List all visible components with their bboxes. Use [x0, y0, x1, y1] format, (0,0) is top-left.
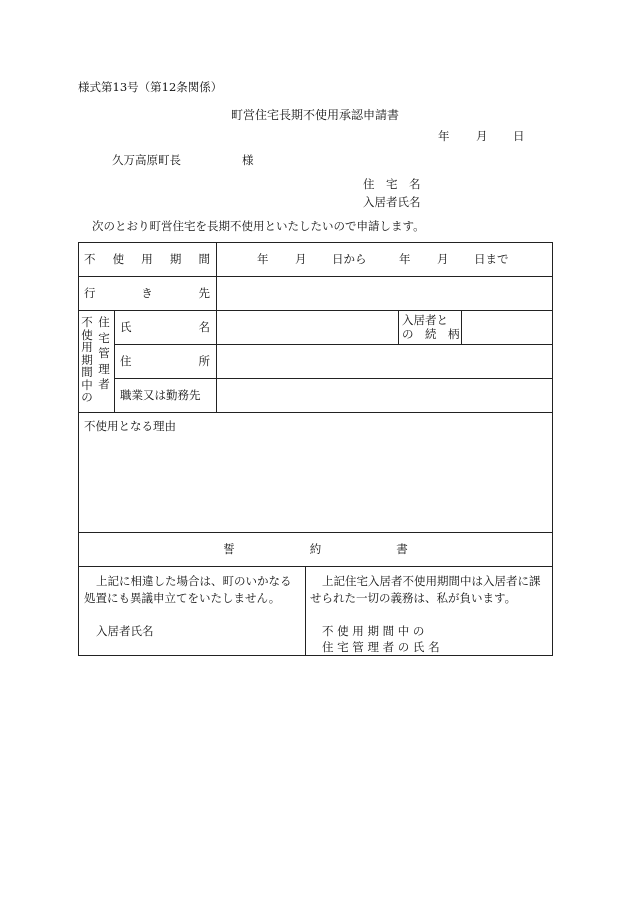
period-label: 不 使 用 期 間	[84, 251, 210, 266]
occupation-field[interactable]	[217, 379, 552, 412]
table-border-bottom	[78, 655, 553, 656]
destination-label: 行 き 先	[84, 285, 210, 300]
pledge-right-line2: せられた一切の義務は、私が負います。	[310, 591, 517, 605]
row-rule	[78, 412, 553, 413]
resident-name-label: 入居者氏名	[363, 195, 421, 209]
row-rule	[78, 566, 553, 567]
reason-field[interactable]	[79, 440, 552, 531]
column-rule	[114, 310, 115, 412]
manager-name-label: 氏 名	[120, 319, 210, 334]
date-month-label: 月	[476, 129, 488, 143]
date-line	[438, 131, 525, 143]
period-range[interactable]: 年 月 日から 年 月 日まで	[257, 251, 509, 266]
manager-side-label-col2: 住 宅 管 理 者	[98, 315, 110, 391]
pledge-left-signature-label: 入居者氏名	[96, 624, 154, 638]
pledge-right-signature-line2: 住 宅 管 理 者 の 氏 名	[322, 640, 440, 654]
pledge-right-signature-line1: 不 使 用 期 間 中 の	[322, 624, 425, 638]
table-border-right	[552, 242, 553, 656]
manager-name-field[interactable]	[217, 311, 398, 344]
pledge-left-line2: 処置にも異議申立てをいたしません。	[84, 591, 281, 605]
date-year-label: 年	[438, 129, 450, 143]
relation-field[interactable]	[462, 311, 552, 344]
relation-label: 入居者と の 続 柄	[402, 312, 460, 341]
manager-address-field[interactable]	[217, 345, 552, 378]
document-title: 町営住宅長期不使用承認申請書	[230, 108, 399, 122]
occupation-label: 職業又は勤務先	[120, 387, 201, 402]
pledge-heading: 誓 約 書	[223, 541, 408, 556]
house-name-label: 住 宅 名	[363, 177, 421, 191]
column-rule	[305, 566, 306, 656]
destination-field[interactable]	[217, 277, 552, 310]
reason-label: 不使用となる理由	[84, 419, 176, 433]
column-rule	[398, 310, 399, 344]
manager-side-label-col1: 不 使 用 期 間 中 の	[81, 315, 93, 404]
manager-address-label: 住 所	[120, 353, 210, 368]
addressee-name: 久万高原町長	[112, 153, 181, 167]
date-day-label: 日	[513, 129, 525, 143]
addressee-honorific: 様	[242, 153, 254, 167]
pledge-right-line1: 上記住宅入居者不使用期間中は入居者に課	[322, 574, 541, 588]
intro-statement: 次のとおり町営住宅を長期不使用といたしたいので申請します。	[92, 219, 425, 233]
form-number: 様式第13号（第12条関係）	[78, 80, 223, 94]
pledge-left-line1: 上記に相違した場合は、町のいかなる	[96, 574, 292, 588]
